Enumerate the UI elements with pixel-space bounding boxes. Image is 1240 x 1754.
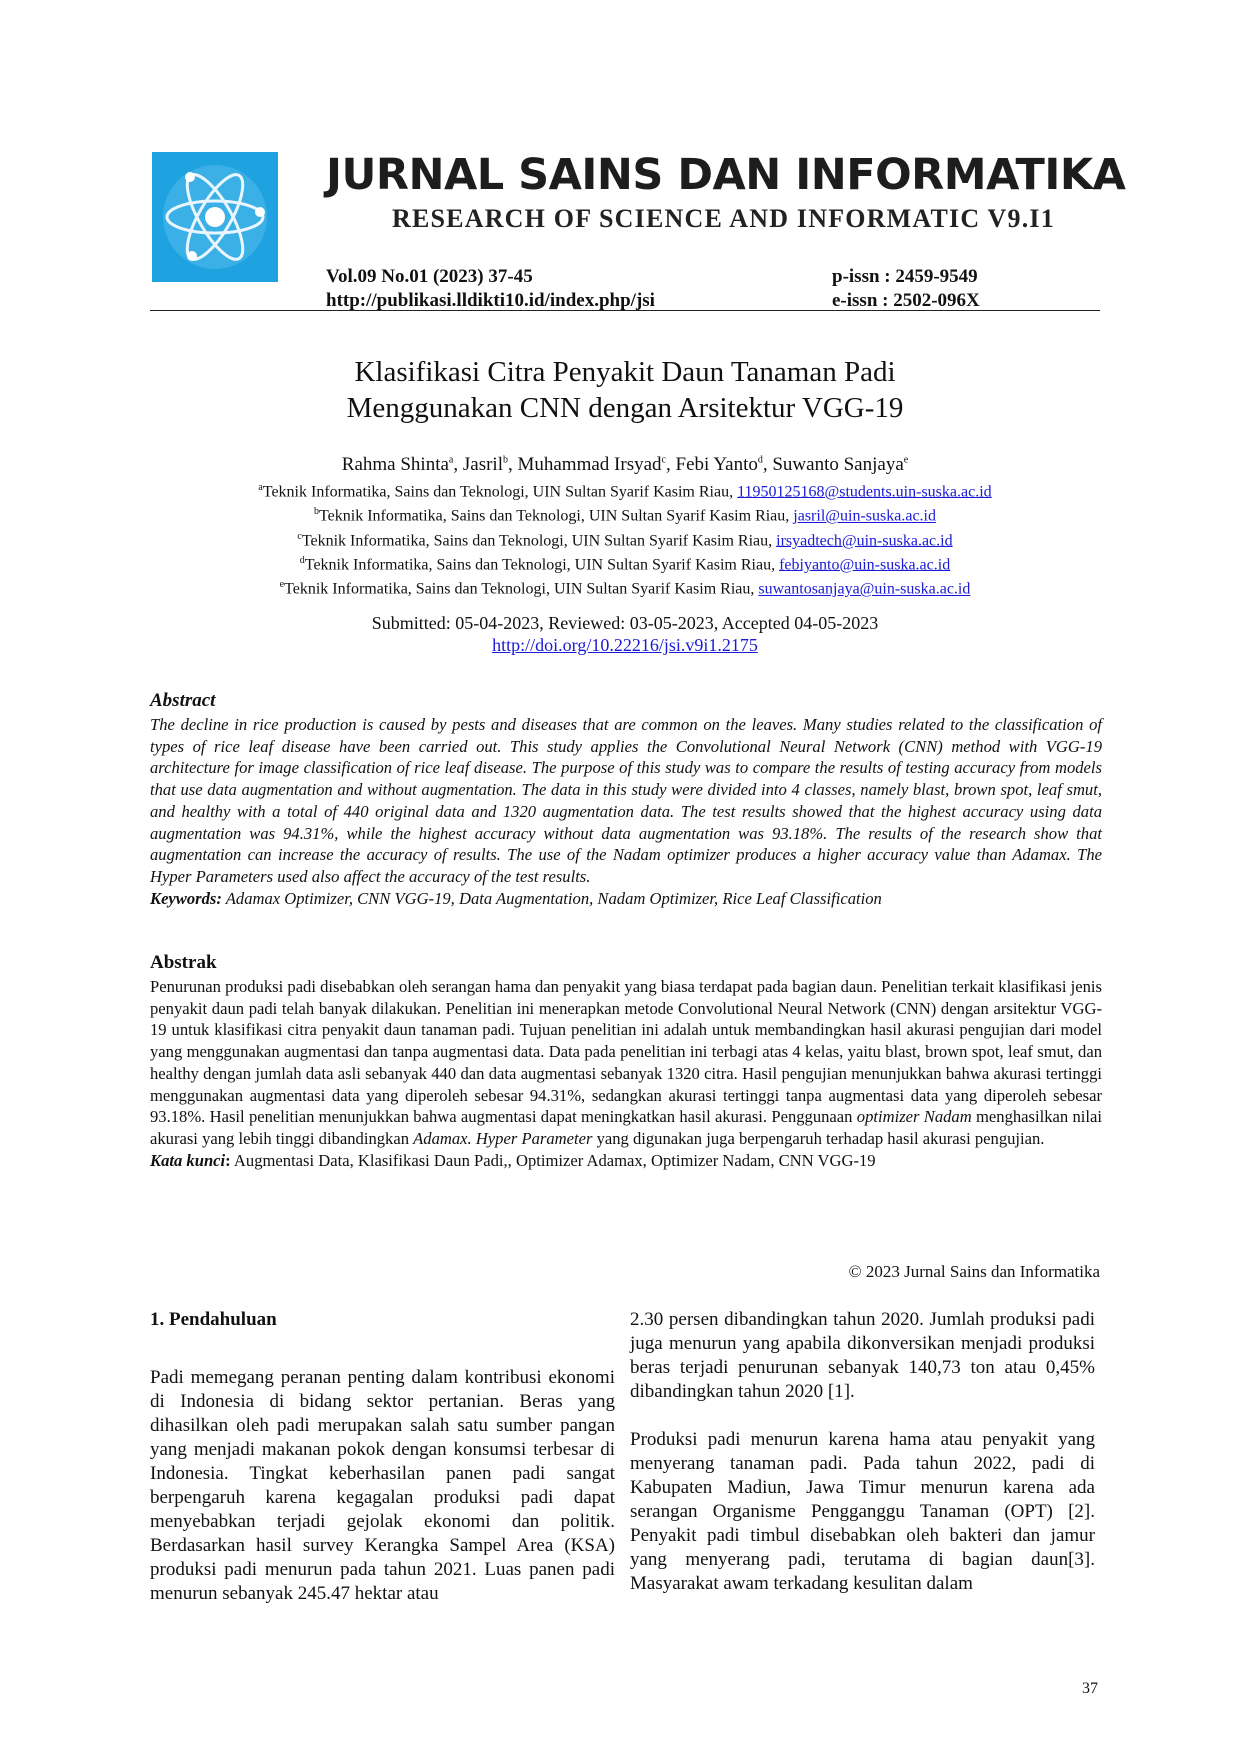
header-divider xyxy=(150,310,1100,311)
submission-dates xyxy=(150,612,1100,656)
abstrak-text xyxy=(150,976,1102,1171)
email-link[interactable]: 11950125168@students.uin-suska.ac.id xyxy=(737,483,992,501)
affiliation-line xyxy=(150,551,1100,575)
body-column-left xyxy=(150,1308,615,1630)
abstrak-italic: optimizer Nadam xyxy=(856,1107,972,1127)
abstract-body: The decline in rice production is caused by pests and diseases that are common on the leaves. Many studies related to the classification of types of rice leaf disease have been carried out. This study applies the Convolutional Neural Network (CNN) method with VGG-19 architecture for image classification of rice leaf disease. The purpose of this study was to compare the results of testing accuracy from models that use data augmentation and without augmentation. The data in this study were divided into 4 classes, namely blast, brown spot, leaf smut, and healthy with a total of 440 original data and 1320 augmentation data. The test results showed that the highest accuracy using data augmentation was 94.31%, while the highest accuracy without data augmentation was 93.18%. The results of the research show that augmentation can increase the accuracy of results. The use of the Nadam optimizer produces a higher accuracy value than Adamax. The Hyper Parameters used also affect the accuracy of the test results. xyxy=(150,715,1102,886)
abstrak-body: menghasilkan nilai akurasi yang lebih tinggi dibandingkan xyxy=(150,1107,1102,1148)
affiliation-line xyxy=(150,575,1100,599)
kata-kunci-label: Kata kunci xyxy=(150,1150,226,1170)
paper-title xyxy=(150,354,1100,426)
affiliation-sup: d xyxy=(299,554,305,566)
author-name: Febi Yanto xyxy=(675,454,758,475)
section-heading: 1. Pendahuluan xyxy=(150,1309,277,1330)
body-column-right xyxy=(630,1308,1095,1620)
author-sup: d xyxy=(757,454,763,466)
journal-logo xyxy=(152,152,278,282)
atom-logo-icon xyxy=(152,152,278,282)
copyright-notice: © 2023 Jurnal Sains dan Informatika xyxy=(848,1262,1100,1281)
affiliation-text: Teknik Informatika, Sains dan Teknologi, UIN Sultan Syarif Kasim Riau, xyxy=(301,531,777,549)
email-link[interactable]: jasril@uin-suska.ac.id xyxy=(793,507,936,525)
abstract-english xyxy=(150,690,1102,909)
author-sup: e xyxy=(903,454,909,466)
affiliation-sup: c xyxy=(297,530,302,542)
affiliation-sup: a xyxy=(258,482,263,493)
affiliation-sup: e xyxy=(279,579,285,591)
doi-link[interactable]: http://doi.org/10.22216/jsi.v9i1.2175 xyxy=(492,635,758,655)
journal-title: JURNAL SAINS DAN INFORMATIKA xyxy=(326,150,1126,200)
author-name: Rahma Shinta xyxy=(341,454,449,475)
author-name: Jasril xyxy=(462,454,503,475)
page-number: 37 xyxy=(1082,1680,1098,1697)
email-link[interactable]: febiyanto@uin-suska.ac.id xyxy=(779,556,951,574)
email-link[interactable]: suwantosanjaya@uin-suska.ac.id xyxy=(758,580,971,598)
paper-title-line-2: Menggunakan CNN dengan Arsitektur VGG-19 xyxy=(346,392,904,424)
body-paragraph: Produksi padi menurun karena hama atau penyakit yang menyerang tanaman padi. Pada tahun 2022, padi di Kabupaten Madiun, Jawa Timur menurun karena ada serangan Organisme Pengganggu Tanaman (OPT) [2]. Penyakit padi timbul disebabkan oleh bakteri dan jamur yang menyerang padi, terutama di bagian daun[3]. Masyarakat awam terkadang kesulitan dalam xyxy=(630,1429,1095,1594)
affiliation-text: Teknik Informatika, Sains dan Teknologi, UIN Sultan Syarif Kasim Riau, xyxy=(304,556,780,574)
abstract-text xyxy=(150,714,1102,909)
paper-title-line-1: Klasifikasi Citra Penyakit Daun Tanaman Padi xyxy=(354,356,896,388)
journal-subtitle: RESEARCH OF SCIENCE AND INFORMATIC V9.I1 xyxy=(392,204,1055,233)
author-sup: b xyxy=(502,454,508,466)
body-paragraph: Padi memegang peranan penting dalam kontribusi ekonomi di Indonesia di bidang sektor pertanian. Beras yang dihasilkan oleh padi merupakan salah satu sumber pangan yang menjadi makanan pokok dengan konsumsi terbesar di Indonesia. Tingkat keberhasilan panen padi sangat berpengaruh karena kegagalan produksi padi dapat menyebabkan terjadi gejolak ekonomi dan politik. Berdasarkan hasil survey Kerangka Sampel Area (KSA) produksi padi menurun pada tahun 2021. Luas panen padi menurun sebanyak 245.47 hektar atau xyxy=(150,1367,615,1604)
p-issn: p-issn : 2459-9549 xyxy=(832,266,978,287)
e-issn: e-issn : 2502-096X xyxy=(832,290,980,311)
journal-url: http://publikasi.lldikti10.id/index.php/jsi xyxy=(326,290,655,311)
volume-info: Vol.09 No.01 (2023) 37-45 xyxy=(326,266,533,287)
affiliation-text: Teknik Informatika, Sains dan Teknologi, UIN Sultan Syarif Kasim Riau, xyxy=(284,580,759,598)
abstrak-italic: Adamax. Hyper Parameter xyxy=(413,1128,593,1148)
keywords-label: Keywords: xyxy=(150,888,222,908)
author-sup: a xyxy=(448,454,454,466)
abstrak-body: Penurunan produksi padi disebabkan oleh serangan hama dan penyakit yang biasa terdapat pada bagian daun. Penelitian terkait klasifikasi jenis penyakit daun padi telah banyak dilakukan. Penelitian ini menerapkan metode Convolutional Neural Network (CNN) dengan arsitektur VGG-19 untuk klasifikasi citra penyakit daun tanaman padi. Tujuan penelitian ini adalah untuk membandingkan hasil akurasi pengujian dari model yang menggunakan augmentasi dan tanpa augmentasi data. Data pada penelitian ini terbagi atas 4 kelas, yaitu blast, brown spot, leaf smut, dan healthy dengan jumlah data asli sebanyak 440 dan data augmentasi sebanyak 1320 citra. Hasil pengujian menunjukkan bahwa akurasi tertinggi menggunakan augmentasi data yang diperoleh sebesar 94.31%, sedangkan akurasi tertinggi tanpa augmentasi data yang diperoleh sebesar 93.18%. Hasil penelitian menunjukkan bahwa augmentasi dapat meningkatkan hasil akurasi. Penggunaan xyxy=(150,977,1102,1127)
affiliation-line xyxy=(150,502,1100,526)
abstract-heading: Abstract xyxy=(150,690,216,711)
email-link[interactable]: irsyadtech@uin-suska.ac.id xyxy=(776,531,953,549)
affiliations xyxy=(150,478,1100,600)
abstrak-body: yang digunakan juga berpengaruh terhadap hasil akurasi pengujian. xyxy=(592,1128,1045,1148)
body-paragraph: 2.30 persen dibandingkan tahun 2020. Jumlah produksi padi juga menurun yang apabila dikonversikan menjadi produksi beras terjadi penurunan sebanyak 140,73 ton atau 0,45% dibandingkan tahun 2020 [1]. xyxy=(630,1309,1095,1402)
kata-kunci-colon: : xyxy=(225,1150,231,1170)
affiliation-sup: b xyxy=(314,506,319,518)
affiliation-text: Teknik Informatika, Sains dan Teknologi, UIN Sultan Syarif Kasim Riau, xyxy=(262,483,738,501)
abstract-indonesian xyxy=(150,952,1102,1171)
author-list: Rahma Shinta$^a$, Jasril$^b$, Muhammad Irsyad$^c$, Febi Yanto$^d$, Suwanto Sanjaya$^e$ xyxy=(341,454,909,475)
author-name: Muhammad Irsyad xyxy=(517,454,662,475)
affiliation-text: Teknik Informatika, Sains dan Teknologi, UIN Sultan Syarif Kasim Riau, xyxy=(319,507,794,525)
author-sup: c xyxy=(661,454,666,466)
dates-text: Submitted: 05-04-2023, Reviewed: 03-05-2023, Accepted 04-05-2023 xyxy=(371,613,879,633)
keywords-list: Adamax Optimizer, CNN VGG-19, Data Augmentation, Nadam Optimizer, Rice Leaf Classification xyxy=(221,888,882,908)
abstrak-heading: Abstrak xyxy=(150,952,217,973)
author-name: Suwanto Sanjaya xyxy=(772,454,904,475)
affiliation-line xyxy=(150,478,1100,502)
kata-kunci-list: Augmentasi Data, Klasifikasi Daun Padi,, Optimizer Adamax, Optimizer Nadam, CNN VGG-19 xyxy=(230,1150,876,1170)
affiliation-line xyxy=(150,527,1100,551)
